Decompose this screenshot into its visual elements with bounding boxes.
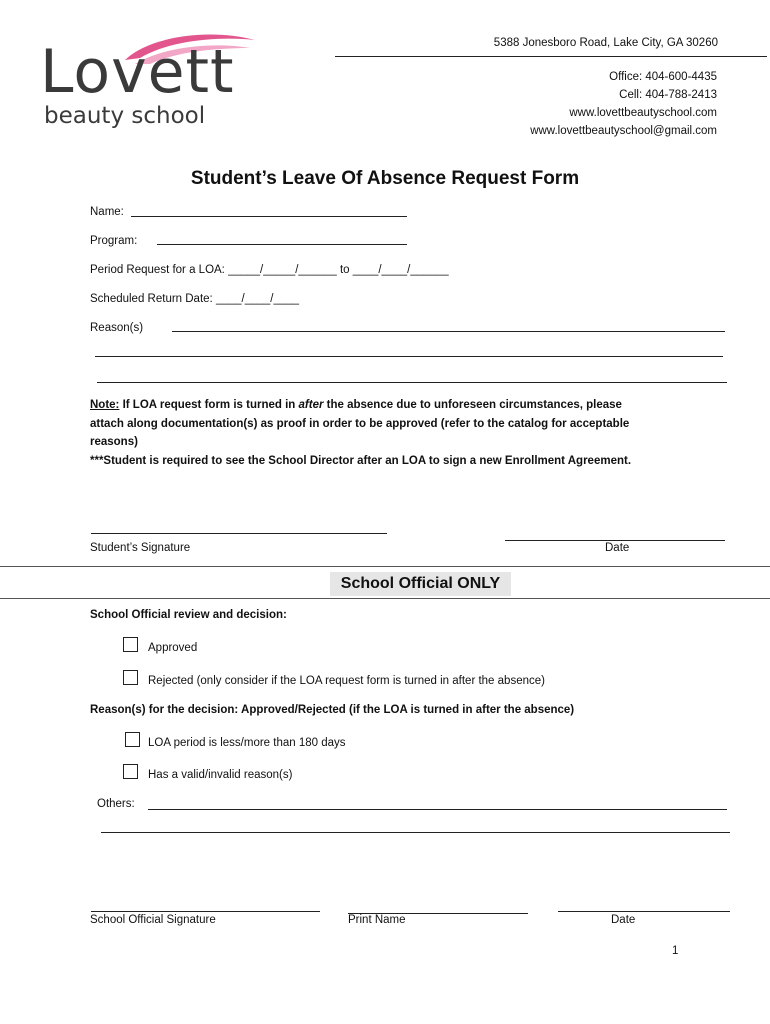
print-name-label: Print Name [348, 914, 406, 926]
official-date-label: Date [611, 914, 636, 926]
rejected-checkbox[interactable] [123, 670, 138, 685]
reasons-label: Reason(s) [90, 322, 144, 334]
note-text-b: the absence due to unforeseen circumstances, please [323, 399, 622, 411]
student-date-field[interactable] [505, 540, 725, 541]
program-label: Program: [90, 235, 138, 247]
section-divider-bottom [0, 598, 770, 599]
approved-label: Approved [148, 642, 198, 654]
rejected-label: Rejected (only consider if the LOA request form is turned in after the absence) [148, 675, 545, 687]
program-field[interactable] [157, 244, 407, 245]
note-emphasis: after [298, 399, 324, 411]
cell-phone: Cell: 404-788-2413 [619, 89, 717, 101]
form-title: Student’s Leave Of Absence Request Form [190, 168, 580, 189]
school-address: 5388 Jonesboro Road, Lake City, GA 30260 [493, 37, 718, 49]
note-line-3: reasons) [90, 436, 138, 448]
reasons-field-line-1[interactable] [172, 331, 725, 332]
logo-main-text: Lovett [40, 37, 235, 107]
name-label: Name: [90, 206, 124, 218]
valid-option-label: Has a valid/invalid reason(s) [148, 769, 293, 781]
logo-sub-text: beauty school [44, 103, 206, 129]
review-label: School Official review and decision: [90, 609, 287, 621]
return-date-field[interactable]: Scheduled Return Date: ____/____/____ [90, 293, 300, 305]
valid-reason-checkbox[interactable] [123, 764, 138, 779]
email-link[interactable]: www.lovettbeautyschool@gmail.com [530, 125, 717, 137]
official-section-title-text: School Official ONLY [340, 575, 501, 592]
website-link[interactable]: www.lovettbeautyschool.com [569, 107, 717, 119]
reasons-field-line-2[interactable] [95, 356, 723, 357]
name-field[interactable] [131, 216, 407, 217]
official-date-field[interactable] [558, 911, 730, 912]
note-line-2: attach along documentation(s) as proof in order to be approved (refer to the catalog for acceptable [90, 418, 630, 430]
reasons-decision-label: Reason(s) for the decision: Approved/Rejected (if the LOA is turned in after the absence) [90, 704, 575, 716]
others-field-line-2[interactable] [101, 832, 730, 833]
header-rule [335, 56, 767, 57]
official-signature-field[interactable] [91, 911, 320, 912]
note-line-1 [90, 399, 622, 411]
reasons-field-line-3[interactable] [97, 382, 727, 383]
approved-checkbox[interactable] [123, 637, 138, 652]
student-date-label: Date [605, 542, 630, 554]
page-number: 1 [672, 945, 679, 957]
period-option-label: LOA period is less/more than 180 days [148, 737, 346, 749]
student-signature-label: Student’s Signature [90, 542, 191, 554]
note-line-4: ***Student is required to see the School Director after an LOA to sign a new Enrollment Agreement. [90, 455, 632, 467]
period-checkbox[interactable] [125, 732, 140, 747]
official-signature-label: School Official Signature [90, 914, 216, 926]
official-section-title [330, 572, 511, 596]
period-field[interactable]: Period Request for a LOA: _____/_____/______ to ____/____/______ [90, 264, 449, 276]
office-phone: Office: 404-600-4435 [609, 71, 717, 83]
others-field-line-1[interactable] [148, 809, 727, 810]
section-divider-top [0, 566, 770, 567]
note-text-a: If LOA request form is turned in [119, 399, 299, 411]
school-logo [40, 30, 290, 135]
others-label: Others: [97, 798, 135, 810]
student-signature-field[interactable] [91, 533, 387, 534]
note-prefix: Note: [90, 399, 120, 411]
